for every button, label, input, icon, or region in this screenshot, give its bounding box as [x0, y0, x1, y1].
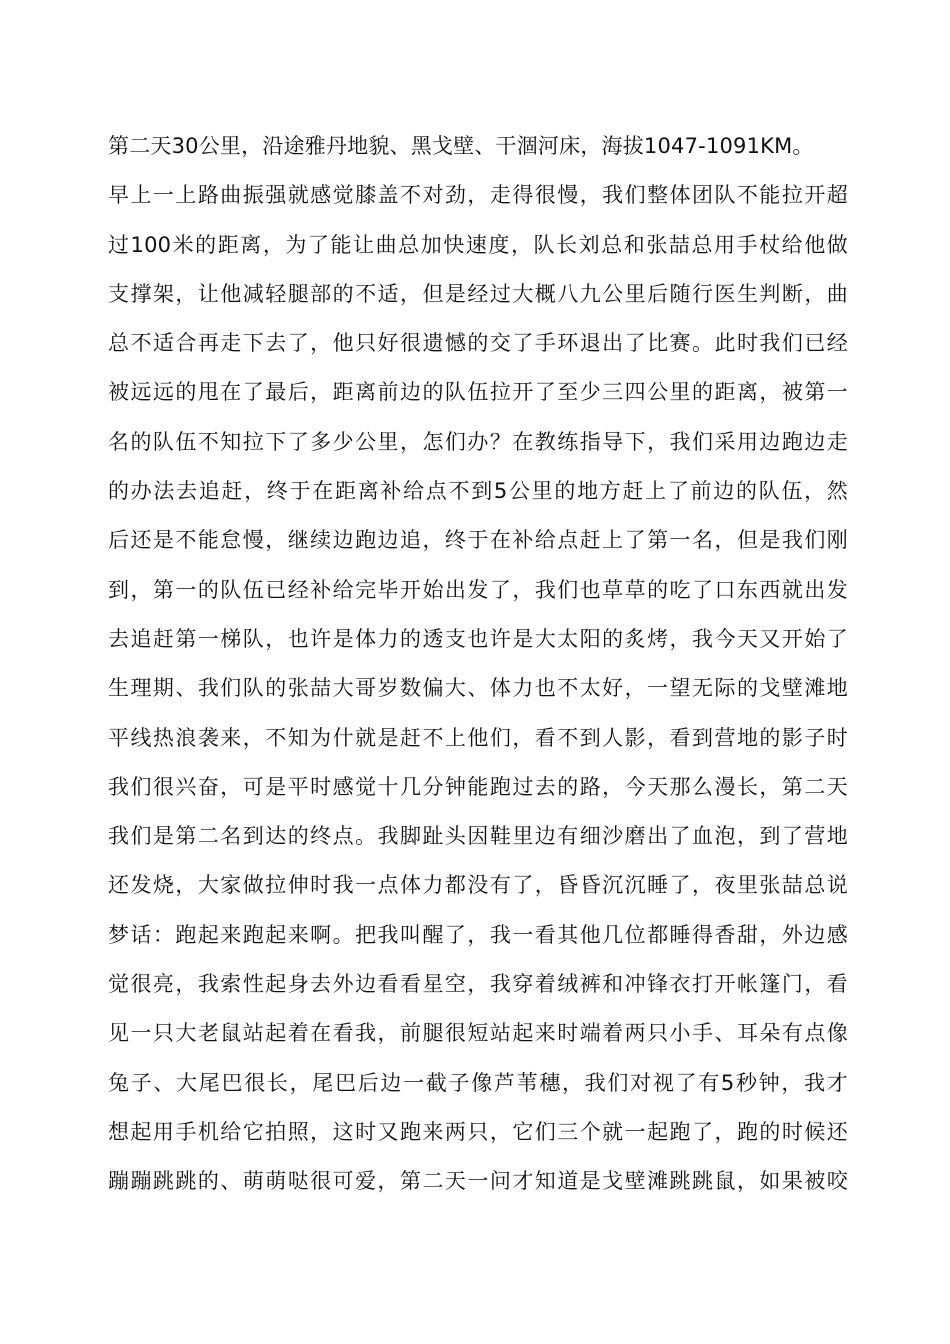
text-line: 平线热浪袭来，不知为什就是赶不上他们，看不到人影，看到营地的影子时 [108, 725, 848, 750]
text-line: 名的队伍不知拉下了多少公里，怎们办？在教练指导下，我们采用边跑边走 [108, 429, 848, 454]
text-line: 支撑架，让他减轻腿部的不适，但是经过大概八九公里后随行医生判断，曲 [108, 281, 848, 306]
text-line: 的办法去追赶，终于在距离补给点不到5公里的地方赶上了前边的队伍，然 [108, 479, 848, 504]
text-line: 还发烧，大家做拉伸时我一点体力都没有了，昏昏沉沉睡了，夜里张喆总说 [108, 873, 848, 898]
text-line: 去追赶第一梯队，也许是体力的透支也许是大太阳的炙烤，我今天又开始了 [108, 626, 848, 651]
text-line: 想起用手机给它拍照，这时又跑来两只，它们三个就一起跑了，跑的时候还 [108, 1119, 848, 1144]
text-line: 兔子、大尾巴很长，尾巴后边一截子像芦苇穗，我们对视了有5秒钟，我才 [108, 1070, 848, 1095]
text-line: 被远远的甩在了最后，距离前边的队伍拉开了至少三四公里的距离，被第一 [108, 380, 848, 405]
text-line: 我们是第二名到达的终点。我脚趾头因鞋里边有细沙磨出了血泡，到了营地 [108, 824, 848, 849]
text-line: 到，第一的队伍已经补给完毕开始出发了，我们也草草的吃了口东西就出发 [108, 577, 848, 602]
text-line: 早上一上路曲振强就感觉膝盖不对劲，走得很慢，我们整体团队不能拉开超 [108, 183, 848, 208]
text-line: 过100米的距离，为了能让曲总加快速度，队长刘总和张喆总用手杖给他做 [108, 232, 848, 257]
text-line: 总不适合再走下去了，他只好很遗憾的交了手环退出了比赛。此时我们已经 [108, 331, 848, 356]
text-line: 蹦蹦跳跳的、萌萌哒很可爱，第二天一问才知道是戈壁滩跳跳鼠，如果被咬 [108, 1169, 848, 1194]
text-line: 见一只大老鼠站起着在看我，前腿很短站起来时端着两只小手、耳朵有点像 [108, 1021, 848, 1046]
text-line: 第二天30公里，沿途雅丹地貌、黑戈壁、干涸河床，海拔1047-1091KM。 [108, 134, 814, 158]
text-line: 觉很亮，我索性起身去外边看看星空，我穿着绒裤和冲锋衣打开帐篷门，看 [108, 972, 848, 997]
text-line: 生理期、我们队的张喆大哥岁数偏大、体力也不太好，一望无际的戈壁滩地 [108, 676, 848, 701]
document-body [108, 122, 848, 1207]
text-line: 梦话：跑起来跑起来啊。把我叫醒了，我一看其他几位都睡得香甜，外边感 [108, 922, 848, 947]
text-line: 后还是不能怠慢，继续边跑边追，终于在补给点赶上了第一名，但是我们刚 [108, 528, 848, 553]
text-line: 我们很兴奋，可是平时感觉十几分钟能跑过去的路，今天那么漫长，第二天 [108, 774, 848, 799]
